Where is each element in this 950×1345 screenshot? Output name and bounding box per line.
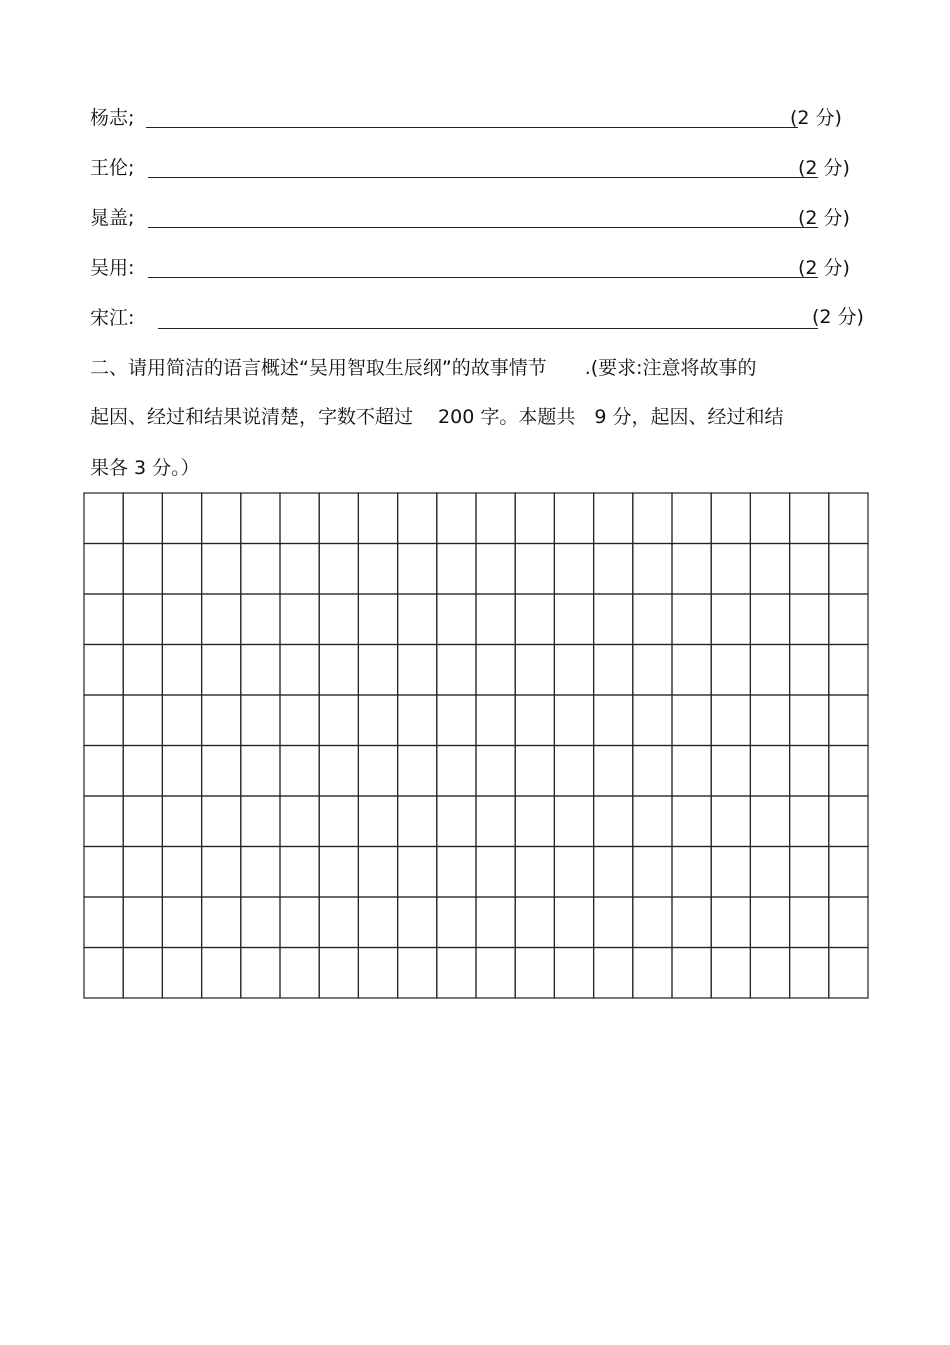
grid-cell[interactable] [554, 544, 593, 595]
grid-cell[interactable] [829, 796, 868, 847]
grid-cell[interactable] [437, 847, 476, 898]
grid-cell[interactable] [437, 695, 476, 746]
grid-cell[interactable] [476, 695, 515, 746]
score-label: (2 分) [812, 306, 864, 328]
grid-cell[interactable] [633, 695, 672, 746]
grid-cell[interactable] [711, 695, 750, 746]
grid-cell[interactable] [476, 796, 515, 847]
question-line-1: 二、请用简洁的语言概述“吴用智取生辰纲”的故事情节 .(要求:注意将故事的 [90, 357, 757, 379]
grid-cell[interactable] [358, 746, 397, 797]
grid-cell[interactable] [672, 695, 711, 746]
grid-cell[interactable] [202, 796, 241, 847]
grid-cell[interactable] [241, 897, 280, 948]
grid-cell[interactable] [202, 948, 241, 999]
grid-cell[interactable] [711, 897, 750, 948]
grid-cell[interactable] [437, 897, 476, 948]
grid-cell[interactable] [398, 746, 437, 797]
grid-cell[interactable] [554, 695, 593, 746]
grid-cell[interactable] [672, 897, 711, 948]
grid-cell[interactable] [594, 645, 633, 696]
grid-cell[interactable] [358, 796, 397, 847]
grid-cell[interactable] [162, 746, 201, 797]
grid-cell[interactable] [633, 847, 672, 898]
grid-cell[interactable] [633, 948, 672, 999]
grid-cell[interactable] [84, 493, 123, 544]
question-line-2: 起因、经过和结果说清楚，字数不超过 200 字。本题共 9 分，起因、经过和结 [90, 406, 784, 428]
grid-cell[interactable] [84, 796, 123, 847]
grid-cell[interactable] [476, 645, 515, 696]
score-label: (2 分) [798, 157, 850, 179]
answer-grid[interactable] [83, 492, 869, 999]
grid-cell[interactable] [319, 897, 358, 948]
grid-cell[interactable] [594, 948, 633, 999]
answer-blank-songjiang[interactable] [158, 308, 818, 329]
answer-blank-yangzhi[interactable] [146, 107, 798, 128]
grid-cell[interactable] [202, 847, 241, 898]
grid-cell[interactable] [358, 897, 397, 948]
grid-cell[interactable] [319, 695, 358, 746]
grid-cell[interactable] [515, 796, 554, 847]
grid-cell[interactable] [162, 544, 201, 595]
grid-cell[interactable] [554, 493, 593, 544]
grid-cell[interactable] [123, 544, 162, 595]
grid-cell[interactable] [476, 746, 515, 797]
grid-cell[interactable] [829, 695, 868, 746]
grid-cell[interactable] [711, 796, 750, 847]
grid-cell[interactable] [280, 645, 319, 696]
grid-cell[interactable] [123, 695, 162, 746]
grid-cell[interactable] [84, 544, 123, 595]
grid-cell[interactable] [594, 544, 633, 595]
grid-cell[interactable] [829, 544, 868, 595]
grid-cell[interactable] [319, 645, 358, 696]
grid-cell[interactable] [790, 847, 829, 898]
grid-cell[interactable] [162, 695, 201, 746]
grid-cell[interactable] [202, 897, 241, 948]
character-name: 吴用: [90, 257, 135, 279]
grid-cell[interactable] [437, 645, 476, 696]
grid-cell[interactable] [672, 948, 711, 999]
grid-cell[interactable] [711, 493, 750, 544]
grid-cell[interactable] [241, 493, 280, 544]
grid-cell[interactable] [437, 746, 476, 797]
grid-cell[interactable] [84, 948, 123, 999]
grid-cell[interactable] [162, 645, 201, 696]
grid-cell[interactable] [319, 796, 358, 847]
grid-cell[interactable] [750, 645, 789, 696]
grid-cell[interactable] [123, 493, 162, 544]
grid-cell[interactable] [280, 796, 319, 847]
grid-cell[interactable] [358, 544, 397, 595]
grid-cell[interactable] [123, 847, 162, 898]
grid-cell[interactable] [437, 544, 476, 595]
grid-cell[interactable] [829, 493, 868, 544]
grid-cell[interactable] [398, 493, 437, 544]
grid-cell[interactable] [84, 847, 123, 898]
grid-cell[interactable] [123, 796, 162, 847]
grid-cell[interactable] [280, 594, 319, 645]
grid-cell[interactable] [554, 746, 593, 797]
grid-cell[interactable] [437, 796, 476, 847]
grid-cell[interactable] [162, 948, 201, 999]
grid-cell[interactable] [319, 493, 358, 544]
grid-cell[interactable] [437, 948, 476, 999]
character-name: 杨志; [90, 107, 135, 129]
grid-cell[interactable] [711, 594, 750, 645]
grid-cell[interactable] [515, 493, 554, 544]
grid-cell[interactable] [633, 796, 672, 847]
grid-cell[interactable] [594, 847, 633, 898]
grid-cell[interactable] [554, 847, 593, 898]
grid-cell[interactable] [280, 544, 319, 595]
grid-cell[interactable] [476, 847, 515, 898]
grid-cell[interactable] [162, 796, 201, 847]
grid-cell[interactable] [202, 695, 241, 746]
grid-cell[interactable] [476, 493, 515, 544]
grid-cell[interactable] [358, 695, 397, 746]
grid-cell[interactable] [241, 544, 280, 595]
answer-blank-wanglun[interactable] [148, 157, 818, 178]
grid-cell[interactable] [398, 897, 437, 948]
grid-cell[interactable] [437, 493, 476, 544]
grid-cell[interactable] [829, 645, 868, 696]
grid-cell[interactable] [633, 493, 672, 544]
grid-cell[interactable] [241, 594, 280, 645]
grid-cell[interactable] [123, 948, 162, 999]
grid-cell[interactable] [633, 645, 672, 696]
grid-cell[interactable] [319, 544, 358, 595]
grid-cell[interactable] [633, 594, 672, 645]
grid-cell[interactable] [594, 796, 633, 847]
grid-cell[interactable] [398, 796, 437, 847]
grid-cell[interactable] [358, 847, 397, 898]
grid-cell[interactable] [515, 746, 554, 797]
grid-cell[interactable] [633, 897, 672, 948]
grid-cell[interactable] [790, 544, 829, 595]
grid-cell[interactable] [202, 594, 241, 645]
grid-cell[interactable] [319, 847, 358, 898]
grid-cell[interactable] [162, 493, 201, 544]
grid-cell[interactable] [711, 544, 750, 595]
grid-cell[interactable] [476, 948, 515, 999]
grid-cell[interactable] [750, 796, 789, 847]
grid-cell[interactable] [319, 594, 358, 645]
grid-cell[interactable] [162, 847, 201, 898]
grid-cell[interactable] [437, 594, 476, 645]
grid-cell[interactable] [790, 645, 829, 696]
grid-cell[interactable] [554, 594, 593, 645]
grid-cell[interactable] [398, 544, 437, 595]
grid-cell[interactable] [84, 695, 123, 746]
grid-cell[interactable] [202, 493, 241, 544]
grid-cell[interactable] [515, 948, 554, 999]
grid-cell[interactable] [594, 897, 633, 948]
grid-cell[interactable] [672, 493, 711, 544]
grid-cell[interactable] [750, 695, 789, 746]
grid-cell[interactable] [358, 948, 397, 999]
grid-cell[interactable] [829, 746, 868, 797]
score-label: (2 分) [798, 257, 850, 279]
grid-cell[interactable] [319, 746, 358, 797]
grid-cell[interactable] [515, 847, 554, 898]
grid-cell[interactable] [398, 847, 437, 898]
grid-cell[interactable] [633, 544, 672, 595]
grid-cell[interactable] [515, 897, 554, 948]
grid-cell[interactable] [672, 796, 711, 847]
grid-cell[interactable] [750, 746, 789, 797]
grid-cell[interactable] [554, 897, 593, 948]
grid-cell[interactable] [790, 948, 829, 999]
grid-cell[interactable] [554, 948, 593, 999]
grid-cell[interactable] [515, 645, 554, 696]
grid-cell[interactable] [476, 594, 515, 645]
grid-cell[interactable] [829, 847, 868, 898]
grid-cell[interactable] [711, 948, 750, 999]
grid-cell[interactable] [241, 796, 280, 847]
grid-cell[interactable] [672, 645, 711, 696]
grid-cell[interactable] [476, 897, 515, 948]
grid-cell[interactable] [123, 594, 162, 645]
grid-cell[interactable] [790, 746, 829, 797]
grid-cell[interactable] [398, 645, 437, 696]
grid-cell[interactable] [750, 493, 789, 544]
grid-cell[interactable] [84, 746, 123, 797]
grid-cell[interactable] [84, 645, 123, 696]
grid-cell[interactable] [241, 695, 280, 746]
grid-cell[interactable] [358, 645, 397, 696]
answer-blank-chaogai[interactable] [148, 207, 818, 228]
grid-cell[interactable] [476, 544, 515, 595]
grid-cell[interactable] [123, 645, 162, 696]
answer-blank-wuyong[interactable] [148, 257, 818, 278]
grid-cell[interactable] [750, 897, 789, 948]
grid-cell[interactable] [672, 544, 711, 595]
grid-cell[interactable] [594, 695, 633, 746]
grid-cell[interactable] [280, 948, 319, 999]
grid-cell[interactable] [672, 847, 711, 898]
grid-cell[interactable] [202, 645, 241, 696]
grid-cell[interactable] [515, 695, 554, 746]
grid-cell[interactable] [750, 544, 789, 595]
grid-cell[interactable] [241, 746, 280, 797]
grid-cell[interactable] [790, 796, 829, 847]
grid-cell[interactable] [280, 746, 319, 797]
grid-cell[interactable] [711, 645, 750, 696]
grid-cell[interactable] [790, 695, 829, 746]
grid-cell[interactable] [554, 645, 593, 696]
grid-cell[interactable] [829, 594, 868, 645]
grid-cell[interactable] [202, 544, 241, 595]
question-line-3: 果各 3 分。） [90, 457, 200, 479]
grid-cell[interactable] [398, 695, 437, 746]
score-label: (2 分) [798, 207, 850, 229]
grid-cell[interactable] [829, 897, 868, 948]
grid-cell[interactable] [280, 897, 319, 948]
grid-cell[interactable] [202, 746, 241, 797]
grid-cell[interactable] [280, 847, 319, 898]
grid-cell[interactable] [241, 847, 280, 898]
grid-cell[interactable] [162, 897, 201, 948]
grid-cell[interactable] [398, 948, 437, 999]
grid-cell[interactable] [319, 948, 358, 999]
grid-cell[interactable] [790, 594, 829, 645]
grid-cell[interactable] [84, 594, 123, 645]
grid-cell[interactable] [672, 594, 711, 645]
character-name: 王伦; [90, 157, 135, 179]
grid-cell[interactable] [594, 493, 633, 544]
grid-cell[interactable] [280, 695, 319, 746]
grid-cell[interactable] [829, 948, 868, 999]
grid-cell[interactable] [123, 746, 162, 797]
character-name: 晁盖; [90, 207, 135, 229]
grid-cell[interactable] [594, 746, 633, 797]
grid-cell[interactable] [241, 948, 280, 999]
grid-cell[interactable] [358, 493, 397, 544]
grid-cell[interactable] [554, 796, 593, 847]
grid-cell[interactable] [241, 645, 280, 696]
grid-cell[interactable] [711, 746, 750, 797]
grid-cell[interactable] [358, 594, 397, 645]
score-label: (2 分) [790, 107, 842, 129]
grid-cell[interactable] [790, 897, 829, 948]
grid-cell[interactable] [750, 948, 789, 999]
grid-cell[interactable] [515, 594, 554, 645]
grid-cell[interactable] [398, 594, 437, 645]
grid-cell[interactable] [162, 594, 201, 645]
grid-cell[interactable] [672, 746, 711, 797]
grid-cell[interactable] [123, 897, 162, 948]
grid-cell[interactable] [280, 493, 319, 544]
character-name: 宋江: [90, 307, 135, 329]
grid-cell[interactable] [790, 493, 829, 544]
grid-cell[interactable] [633, 746, 672, 797]
grid-cell[interactable] [711, 847, 750, 898]
grid-cell[interactable] [750, 594, 789, 645]
grid-cell[interactable] [750, 847, 789, 898]
grid-cell[interactable] [594, 594, 633, 645]
grid-cell[interactable] [84, 897, 123, 948]
grid-cell[interactable] [515, 544, 554, 595]
